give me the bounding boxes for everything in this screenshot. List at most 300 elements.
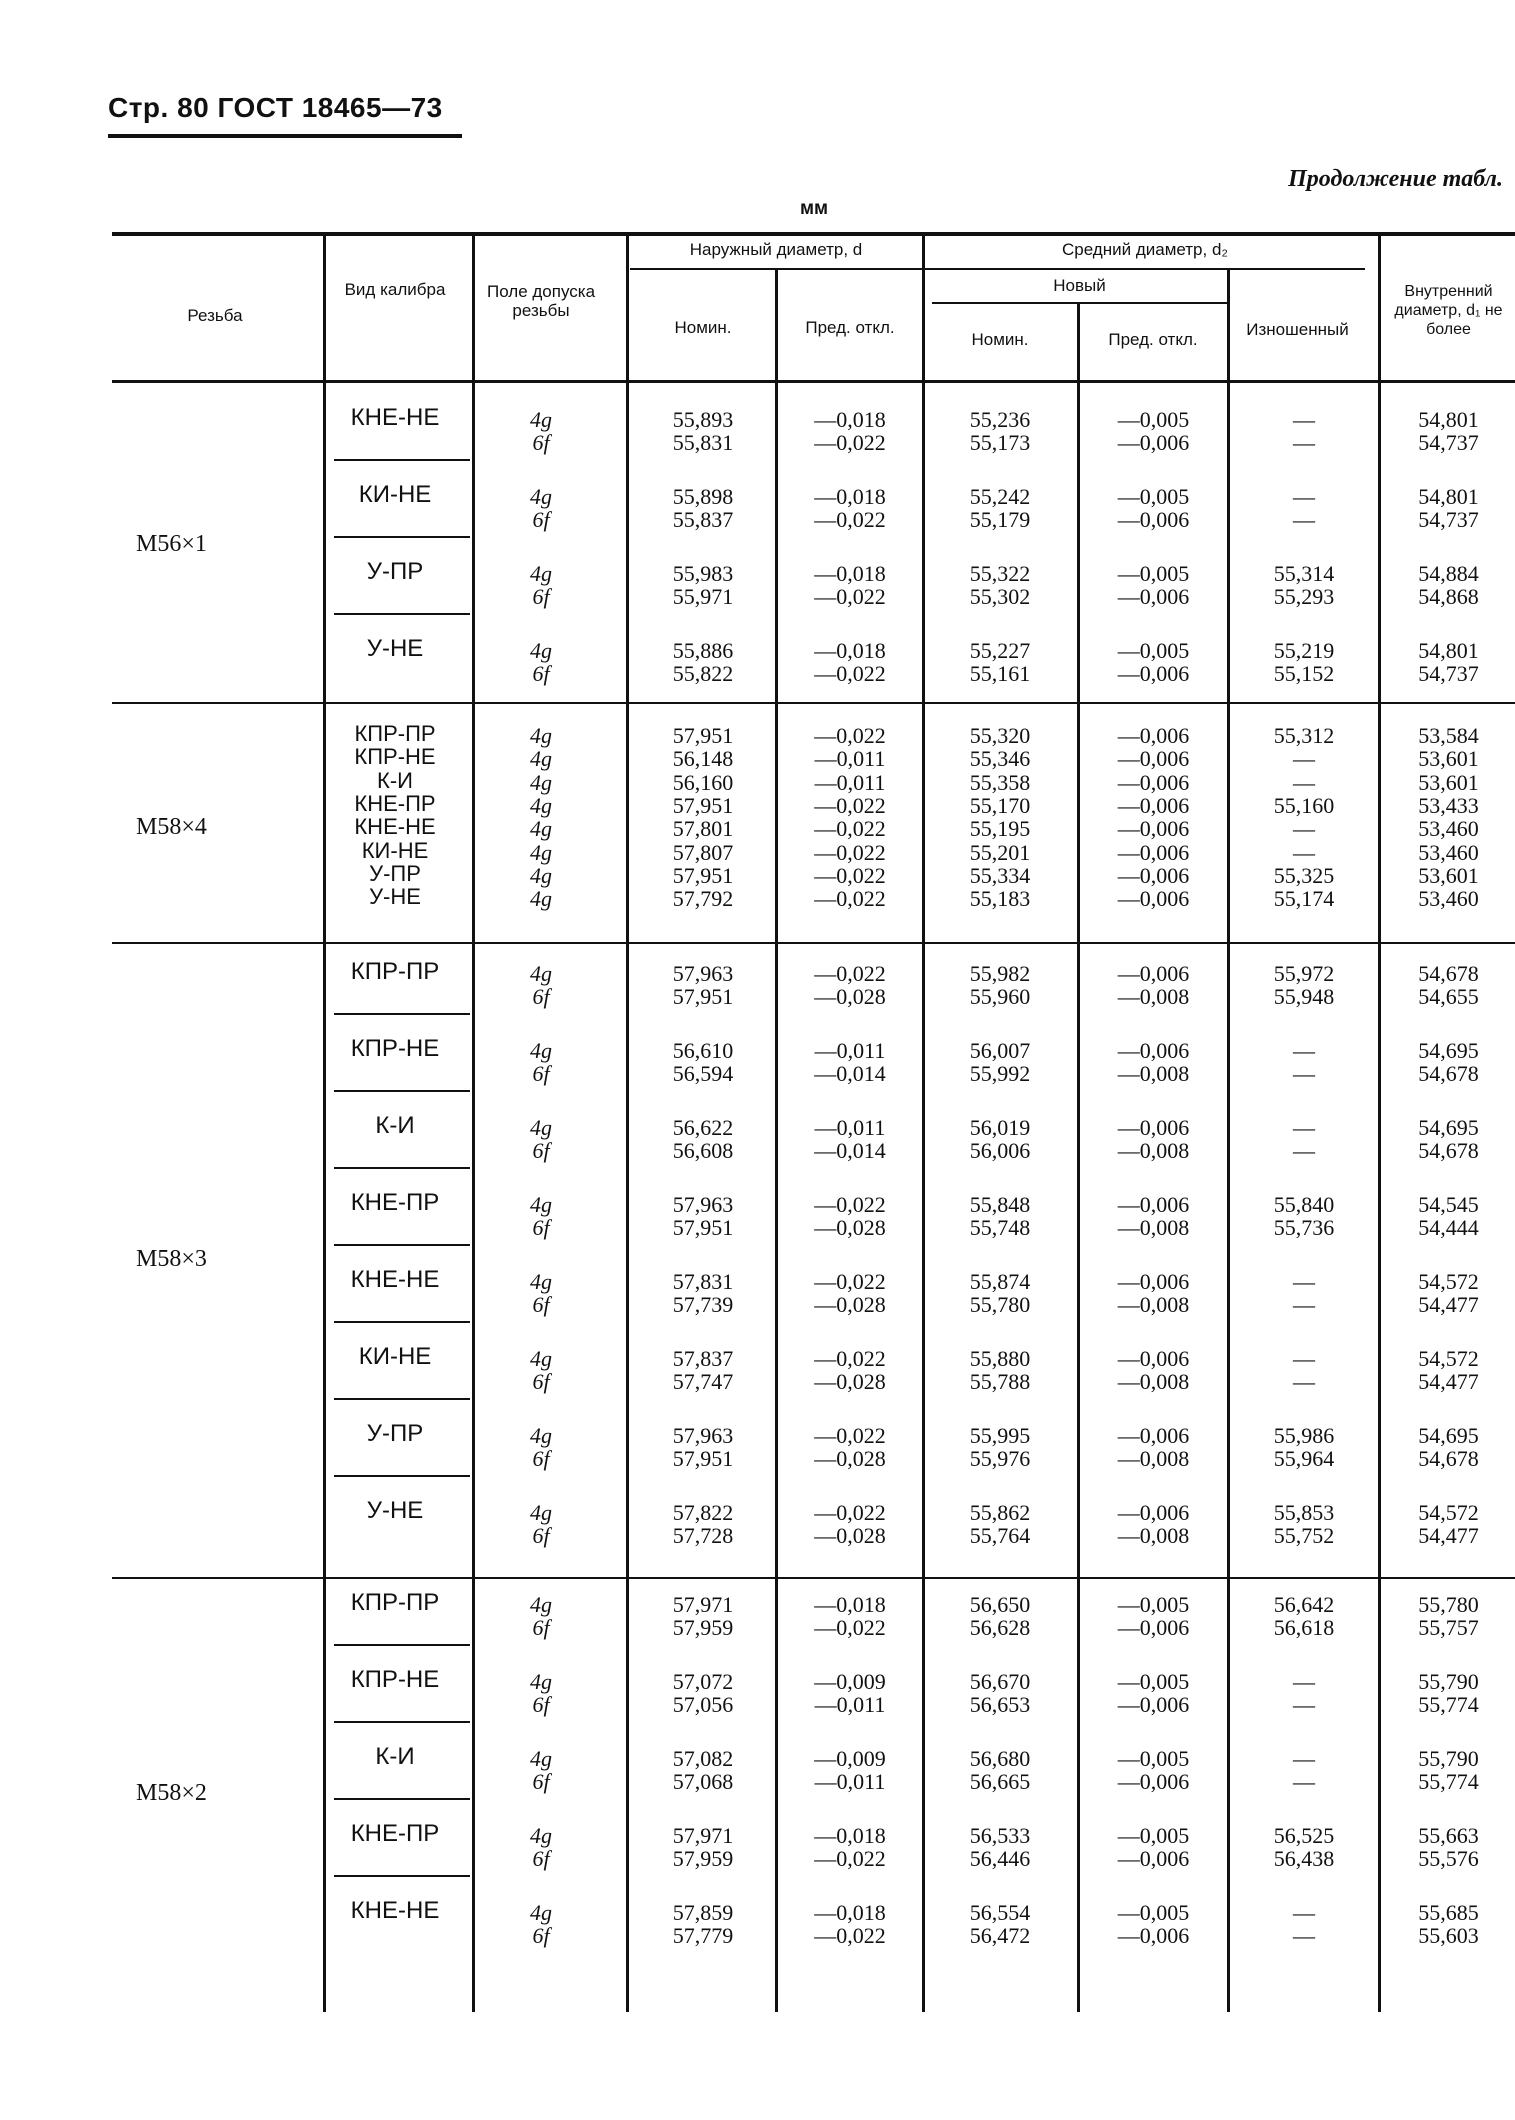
cell-worn: 55,152 (1273, 661, 1335, 686)
cell-d-dev: —0,018 (814, 407, 886, 432)
cell-d2: 56,446 (969, 1846, 1031, 1871)
cell-d1: 54,678 (1418, 1138, 1479, 1163)
cell-d1: 54,477 (1418, 1292, 1479, 1317)
cell-d: 56,608 (672, 1138, 734, 1163)
header-outer-diameter: Наружный диаметр, d (689, 240, 863, 259)
cell-tol: 6f (532, 1846, 550, 1871)
cell-worn: — (1293, 1269, 1315, 1294)
cell-d2: 55,302 (969, 584, 1031, 609)
cell-d: 56,594 (672, 1061, 734, 1086)
cell-d1: 54,695 (1418, 1038, 1479, 1063)
gauge-type: КНЕ-НЕ (350, 404, 440, 431)
cell-d1: 54,572 (1418, 1346, 1479, 1371)
cell-d2-dev: —0,005 (1117, 1746, 1190, 1771)
cell-d-dev: —0,018 (814, 484, 886, 509)
gauge-type: КНЕ-ПР (354, 790, 436, 816)
cell-d-dev: —0,022 (814, 1346, 886, 1371)
cell-d-dev: —0,014 (814, 1138, 886, 1163)
cell-d1: 54,572 (1418, 1269, 1479, 1294)
cell-d1: 54,737 (1418, 661, 1479, 686)
cell-worn: — (1293, 507, 1315, 532)
cell-d2-dev: —0,008 (1117, 1523, 1190, 1548)
cell-d-dev: —0,028 (814, 1369, 886, 1394)
cell-d2-dev: —0,006 (1117, 584, 1190, 609)
cell-d1: 54,737 (1418, 430, 1479, 455)
column-rule (626, 236, 629, 2012)
cell-d: 57,072 (672, 1669, 734, 1694)
gauge-type: КИ-НЕ (358, 1343, 432, 1370)
cell-d2-dev: —0,005 (1117, 561, 1190, 586)
cell-tol: 6f (532, 1292, 550, 1317)
cell-d2: 55,179 (969, 507, 1031, 532)
cell-d2: 56,019 (969, 1115, 1031, 1140)
cell-d2-dev: —0,006 (1117, 1192, 1190, 1217)
header-underline (108, 134, 462, 138)
cell-d-dev: —0,028 (814, 1215, 886, 1240)
cell-d2: 55,848 (969, 1192, 1031, 1217)
cell-d-dev: —0,018 (814, 561, 886, 586)
gauge-separator (334, 1013, 470, 1015)
cell-d-dev: —0,022 (814, 723, 886, 748)
cell-d1: 55,663 (1418, 1823, 1479, 1848)
cell-d1: 54,678 (1418, 1061, 1479, 1086)
cell-d2-dev: —0,006 (1117, 1769, 1190, 1794)
cell-d2-dev: —0,006 (1117, 1615, 1190, 1640)
cell-d1: 54,655 (1418, 984, 1479, 1009)
cell-worn: — (1293, 430, 1315, 455)
column-rule (323, 236, 326, 2012)
cell-tol: 4g (530, 1746, 552, 1771)
cell-d2: 56,650 (969, 1592, 1031, 1617)
cell-d-dev: —0,022 (814, 584, 886, 609)
cell-d2: 56,533 (969, 1823, 1031, 1848)
cell-d2-dev: —0,006 (1117, 862, 1190, 888)
cell-d2: 55,227 (969, 638, 1031, 663)
cell-d: 57,959 (672, 1615, 734, 1640)
cell-tol: 4g (530, 792, 552, 818)
cell-worn: — (1293, 1692, 1315, 1717)
cell-d1: 54,695 (1418, 1115, 1479, 1140)
cell-d1: 55,757 (1418, 1615, 1479, 1640)
cell-d2-dev: —0,008 (1117, 1215, 1190, 1240)
cell-worn: 55,972 (1273, 961, 1335, 986)
cell-d1: 54,444 (1418, 1215, 1479, 1240)
cell-worn: 55,174 (1273, 886, 1335, 912)
cell-tol: 4g (530, 746, 552, 772)
cell-d: 55,831 (672, 430, 734, 455)
gauge-separator (490, 702, 1515, 704)
column-rule (472, 236, 475, 2012)
gauge-type: К-И (375, 1112, 415, 1139)
cell-d2: 55,334 (969, 862, 1031, 888)
cell-tol: 4g (530, 769, 552, 795)
gauge-separator (334, 1167, 470, 1169)
cell-tol: 6f (532, 1138, 550, 1163)
cell-d2: 56,628 (969, 1615, 1031, 1640)
cell-worn: — (1293, 1138, 1315, 1163)
cell-worn: 55,312 (1273, 723, 1335, 748)
cell-worn: — (1293, 839, 1315, 865)
cell-d: 57,837 (672, 1346, 734, 1371)
cell-worn: — (1293, 1769, 1315, 1794)
cell-worn: 55,948 (1273, 984, 1335, 1009)
cell-d2: 56,554 (969, 1900, 1031, 1925)
cell-worn: — (1293, 1346, 1315, 1371)
cell-tol: 6f (532, 430, 550, 455)
cell-tol: 6f (532, 1446, 550, 1471)
gauge-separator (334, 1090, 470, 1092)
cell-d: 57,831 (672, 1269, 734, 1294)
cell-d2: 55,788 (969, 1369, 1031, 1394)
cell-worn: — (1293, 1038, 1315, 1063)
cell-tol: 4g (530, 1038, 552, 1063)
units-label: мм (800, 198, 829, 219)
cell-d2: 56,665 (969, 1769, 1031, 1794)
cell-d2-dev: —0,006 (1117, 839, 1190, 865)
cell-worn: — (1293, 1669, 1315, 1694)
cell-d2: 56,472 (969, 1923, 1031, 1948)
cell-d2: 55,780 (969, 1292, 1031, 1317)
cell-worn: — (1293, 816, 1315, 842)
gauge-type: КИ-НЕ (361, 837, 429, 863)
cell-worn: 55,736 (1273, 1215, 1335, 1240)
cell-d2: 55,748 (969, 1215, 1031, 1240)
gauge-type: У-ПР (369, 860, 421, 886)
cell-tol: 4g (530, 723, 552, 748)
cell-d2: 55,346 (969, 746, 1031, 772)
cell-d2: 55,992 (969, 1061, 1031, 1086)
cell-d-dev: —0,022 (814, 839, 886, 865)
gauge-type: КПР-ПР (354, 721, 436, 746)
gauge-separator (334, 1721, 470, 1723)
cell-worn: — (1293, 1900, 1315, 1925)
cell-d-dev: —0,022 (814, 661, 886, 686)
cell-d1: 54,678 (1418, 961, 1479, 986)
cell-d-dev: —0,028 (814, 1446, 886, 1471)
cell-worn: 55,752 (1273, 1523, 1335, 1548)
gauge-separator (334, 459, 470, 461)
cell-d-dev: —0,028 (814, 1523, 886, 1548)
cell-d1: 54,884 (1418, 561, 1479, 586)
cell-d2: 55,880 (969, 1346, 1031, 1371)
cell-d: 57,963 (672, 1423, 734, 1448)
cell-d1: 55,790 (1418, 1669, 1479, 1694)
column-rule (1378, 236, 1381, 2012)
header-pitch-worn: Изношенный (1246, 320, 1349, 339)
cell-worn: 55,986 (1273, 1423, 1335, 1448)
cell-tol: 4g (530, 1346, 552, 1371)
cell-d2: 56,670 (969, 1669, 1031, 1694)
header-pitch-new: Новый (1053, 276, 1106, 295)
gauge-type: КПР-НЕ (354, 744, 436, 770)
cell-d1: 53,584 (1418, 723, 1479, 748)
cell-d2-dev: —0,006 (1117, 792, 1190, 818)
cell-tol: 6f (532, 1692, 550, 1717)
cell-d1: 54,801 (1418, 484, 1479, 509)
cell-d2: 56,006 (969, 1138, 1031, 1163)
cell-d-dev: —0,022 (814, 1269, 886, 1294)
cell-d-dev: —0,018 (814, 1900, 886, 1925)
cell-d2-dev: —0,006 (1117, 1346, 1190, 1371)
gauge-separator (334, 1398, 470, 1400)
cell-tol: 4g (530, 1823, 552, 1848)
cell-d-dev: —0,011 (814, 1692, 886, 1717)
cell-d: 55,898 (672, 484, 734, 509)
cell-d: 57,082 (672, 1746, 734, 1771)
cell-tol: 4g (530, 862, 552, 888)
gauge-type: КНЕ-ПР (350, 1820, 440, 1847)
gauge-type: У-НЕ (369, 884, 421, 910)
cell-d1: 54,737 (1418, 507, 1479, 532)
cell-tol: 4g (530, 1669, 552, 1694)
cell-worn: — (1293, 1061, 1315, 1086)
cell-worn: 55,325 (1273, 862, 1335, 888)
cell-d: 57,971 (672, 1592, 734, 1617)
cell-worn: 56,438 (1273, 1846, 1335, 1871)
cell-d2-dev: —0,008 (1117, 1446, 1190, 1471)
cell-d2: 55,236 (969, 407, 1031, 432)
cell-d: 55,886 (672, 638, 734, 663)
cell-d2-dev: —0,005 (1117, 1669, 1190, 1694)
cell-worn: — (1293, 484, 1315, 509)
cell-d1: 53,460 (1418, 816, 1479, 842)
cell-d2-dev: —0,006 (1117, 1500, 1190, 1525)
cell-tol: 6f (532, 1369, 550, 1394)
cell-d: 56,148 (672, 746, 734, 772)
cell-d2-dev: —0,005 (1117, 1823, 1190, 1848)
cell-worn: 56,642 (1273, 1592, 1335, 1617)
cell-d1: 54,545 (1418, 1192, 1479, 1217)
cell-d: 55,893 (672, 407, 734, 432)
cell-d: 57,801 (672, 816, 734, 842)
cell-worn: 55,160 (1273, 792, 1335, 818)
cell-d1: 54,868 (1418, 584, 1479, 609)
continuation-label: Продолжение табл. (1288, 166, 1503, 192)
cell-d2-dev: —0,006 (1117, 1692, 1190, 1717)
cell-d-dev: —0,028 (814, 1292, 886, 1317)
cell-worn: 56,525 (1273, 1823, 1335, 1848)
cell-d-dev: —0,022 (814, 862, 886, 888)
cell-worn: 56,618 (1273, 1615, 1335, 1640)
cell-worn: 55,853 (1273, 1500, 1335, 1525)
gauge-type: КПР-НЕ (350, 1035, 440, 1062)
thread-label: М58×4 (136, 814, 207, 840)
header-inner-diameter: Внутренний диаметр, d₁ не более (1394, 283, 1503, 338)
thread-label: М56×1 (136, 531, 207, 557)
cell-d-dev: —0,011 (814, 746, 886, 772)
cell-tol: 4g (530, 961, 552, 986)
cell-worn: 55,219 (1273, 638, 1335, 663)
cell-d2: 56,007 (969, 1038, 1031, 1063)
cell-d: 57,779 (672, 1923, 734, 1948)
gauge-type: КИ-НЕ (358, 481, 432, 508)
gauge-type: КПР-ПР (350, 1589, 440, 1616)
cell-d: 55,983 (672, 561, 734, 586)
cell-d2-dev: —0,006 (1117, 769, 1190, 795)
cell-d-dev: —0,011 (814, 1769, 886, 1794)
cell-worn: 55,964 (1273, 1446, 1335, 1471)
cell-d-dev: —0,022 (814, 507, 886, 532)
cell-d2-dev: —0,005 (1117, 638, 1190, 663)
cell-tol: 4g (530, 1592, 552, 1617)
gauge-separator (334, 1475, 470, 1477)
cell-d2: 55,320 (969, 723, 1031, 748)
cell-d-dev: —0,018 (814, 638, 886, 663)
gauge-separator (334, 1875, 470, 1877)
page-header: Стр. 80 ГОСТ 18465—73 (108, 92, 443, 123)
cell-d2-dev: —0,008 (1117, 984, 1190, 1009)
cell-d2-dev: —0,008 (1117, 1138, 1190, 1163)
cell-tol: 4g (530, 561, 552, 586)
cell-d2: 55,183 (969, 886, 1031, 912)
cell-d: 57,951 (672, 1446, 734, 1471)
cell-d-dev: —0,009 (814, 1669, 886, 1694)
cell-d: 57,739 (672, 1292, 734, 1317)
cell-d: 57,068 (672, 1769, 734, 1794)
cell-d1: 54,477 (1418, 1523, 1479, 1548)
cell-worn: 55,840 (1273, 1192, 1335, 1217)
cell-d2-dev: —0,005 (1117, 1900, 1190, 1925)
cell-d: 57,807 (672, 839, 734, 865)
cell-d-dev: —0,011 (814, 1115, 886, 1140)
cell-d2-dev: —0,006 (1117, 816, 1190, 842)
cell-d2-dev: —0,005 (1117, 1592, 1190, 1617)
cell-d: 57,792 (672, 886, 734, 912)
cell-d1: 53,433 (1418, 792, 1479, 818)
cell-d2: 55,764 (969, 1523, 1031, 1548)
cell-tol: 4g (530, 816, 552, 842)
header-tolerance-field: Поле допуска резьбы (486, 282, 596, 320)
cell-tol: 6f (532, 661, 550, 686)
cell-d: 57,963 (672, 961, 734, 986)
cell-d2: 55,976 (969, 1446, 1031, 1471)
cell-tol: 4g (530, 1269, 552, 1294)
cell-d: 57,822 (672, 1500, 734, 1525)
pitch-diameter-rule (925, 268, 1365, 270)
cell-d-dev: —0,022 (814, 961, 886, 986)
gauge-type: КНЕ-НЕ (354, 814, 436, 840)
cell-d2: 55,242 (969, 484, 1031, 509)
cell-worn: 55,293 (1273, 584, 1335, 609)
cell-d2-dev: —0,006 (1117, 507, 1190, 532)
cell-d2: 55,982 (969, 961, 1031, 986)
cell-d-dev: —0,022 (814, 1846, 886, 1871)
cell-tol: 4g (530, 1900, 552, 1925)
header-pitch-deviation: Пред. откл. (1108, 330, 1198, 349)
cell-d2-dev: —0,008 (1117, 1369, 1190, 1394)
header-outer-nominal: Номин. (674, 318, 732, 337)
cell-d2-dev: —0,006 (1117, 746, 1190, 772)
cell-d1: 55,790 (1418, 1746, 1479, 1771)
cell-d: 57,859 (672, 1900, 734, 1925)
header-outer-deviation: Пред. откл. (805, 318, 895, 337)
cell-d2: 55,170 (969, 792, 1031, 818)
cell-d: 56,160 (672, 769, 734, 795)
thread-label: М58×2 (136, 1779, 207, 1806)
cell-d2-dev: —0,008 (1117, 1061, 1190, 1086)
gauge-type: У-НЕ (366, 1497, 424, 1524)
cell-d-dev: —0,018 (814, 1823, 886, 1848)
cell-tol: 6f (532, 1215, 550, 1240)
cell-d2: 55,161 (969, 661, 1031, 686)
cell-d1: 55,576 (1418, 1846, 1479, 1871)
cell-d1: 53,460 (1418, 839, 1479, 865)
gauge-separator (334, 1244, 470, 1246)
cell-d-dev: —0,022 (814, 1500, 886, 1525)
cell-d-dev: —0,022 (814, 430, 886, 455)
cell-d: 57,951 (672, 862, 734, 888)
header-pitch-nominal: Номин. (971, 330, 1029, 349)
gauge-separator (334, 613, 470, 615)
cell-d1: 53,601 (1418, 862, 1479, 888)
cell-d2-dev: —0,005 (1117, 407, 1190, 432)
cell-d1: 53,460 (1418, 886, 1479, 912)
cell-d2: 55,960 (969, 984, 1031, 1009)
cell-d1: 55,774 (1418, 1692, 1479, 1717)
cell-d1: 54,572 (1418, 1500, 1479, 1525)
cell-d2: 56,653 (969, 1692, 1031, 1717)
cell-d: 57,971 (672, 1823, 734, 1848)
cell-d2: 55,862 (969, 1500, 1031, 1525)
cell-tol: 6f (532, 584, 550, 609)
cell-d2-dev: —0,006 (1117, 1923, 1190, 1948)
group-separator (112, 1577, 1515, 1579)
cell-d-dev: —0,011 (814, 769, 886, 795)
cell-d1: 53,601 (1418, 746, 1479, 772)
gauge-type: У-ПР (366, 1420, 424, 1447)
cell-d1: 55,603 (1418, 1923, 1479, 1948)
cell-d-dev: —0,014 (814, 1061, 886, 1086)
cell-tol: 6f (532, 507, 550, 532)
cell-tol: 4g (530, 839, 552, 865)
gauge-separator (334, 536, 470, 538)
gauge-separator (334, 1644, 470, 1646)
header-gauge-type: Вид калибра (344, 280, 446, 299)
cell-tol: 6f (532, 1615, 550, 1640)
cell-d: 57,056 (672, 1692, 734, 1717)
cell-d: 55,837 (672, 507, 734, 532)
gauge-type: КПР-ПР (350, 958, 440, 985)
cell-d-dev: —0,022 (814, 792, 886, 818)
cell-d: 56,622 (672, 1115, 734, 1140)
cell-tol: 4g (530, 886, 552, 912)
cell-d2-dev: —0,005 (1117, 484, 1190, 509)
cell-d1: 54,477 (1418, 1369, 1479, 1394)
cell-tol: 4g (530, 1423, 552, 1448)
gauge-separator (334, 1798, 470, 1800)
cell-d2: 55,201 (969, 839, 1031, 865)
cell-d1: 55,685 (1418, 1900, 1479, 1925)
cell-d-dev: —0,022 (814, 1423, 886, 1448)
cell-d: 55,822 (672, 661, 734, 686)
cell-tol: 4g (530, 407, 552, 432)
cell-d-dev: —0,022 (814, 1923, 886, 1948)
cell-d1: 54,678 (1418, 1446, 1479, 1471)
cell-tol: 4g (530, 638, 552, 663)
cell-d2: 55,874 (969, 1269, 1031, 1294)
cell-d2: 55,322 (969, 561, 1031, 586)
cell-d: 57,747 (672, 1369, 734, 1394)
thread-label: М58×3 (136, 1245, 207, 1272)
header-pitch-diameter: Средний диаметр, d₂ (1061, 240, 1229, 259)
cell-d2-dev: —0,006 (1117, 661, 1190, 686)
cell-d2: 56,680 (969, 1746, 1031, 1771)
cell-d-dev: —0,018 (814, 1592, 886, 1617)
gauge-type: У-ПР (366, 558, 424, 585)
cell-tol: 4g (530, 1192, 552, 1217)
cell-tol: 6f (532, 1061, 550, 1086)
cell-worn: — (1293, 1292, 1315, 1317)
